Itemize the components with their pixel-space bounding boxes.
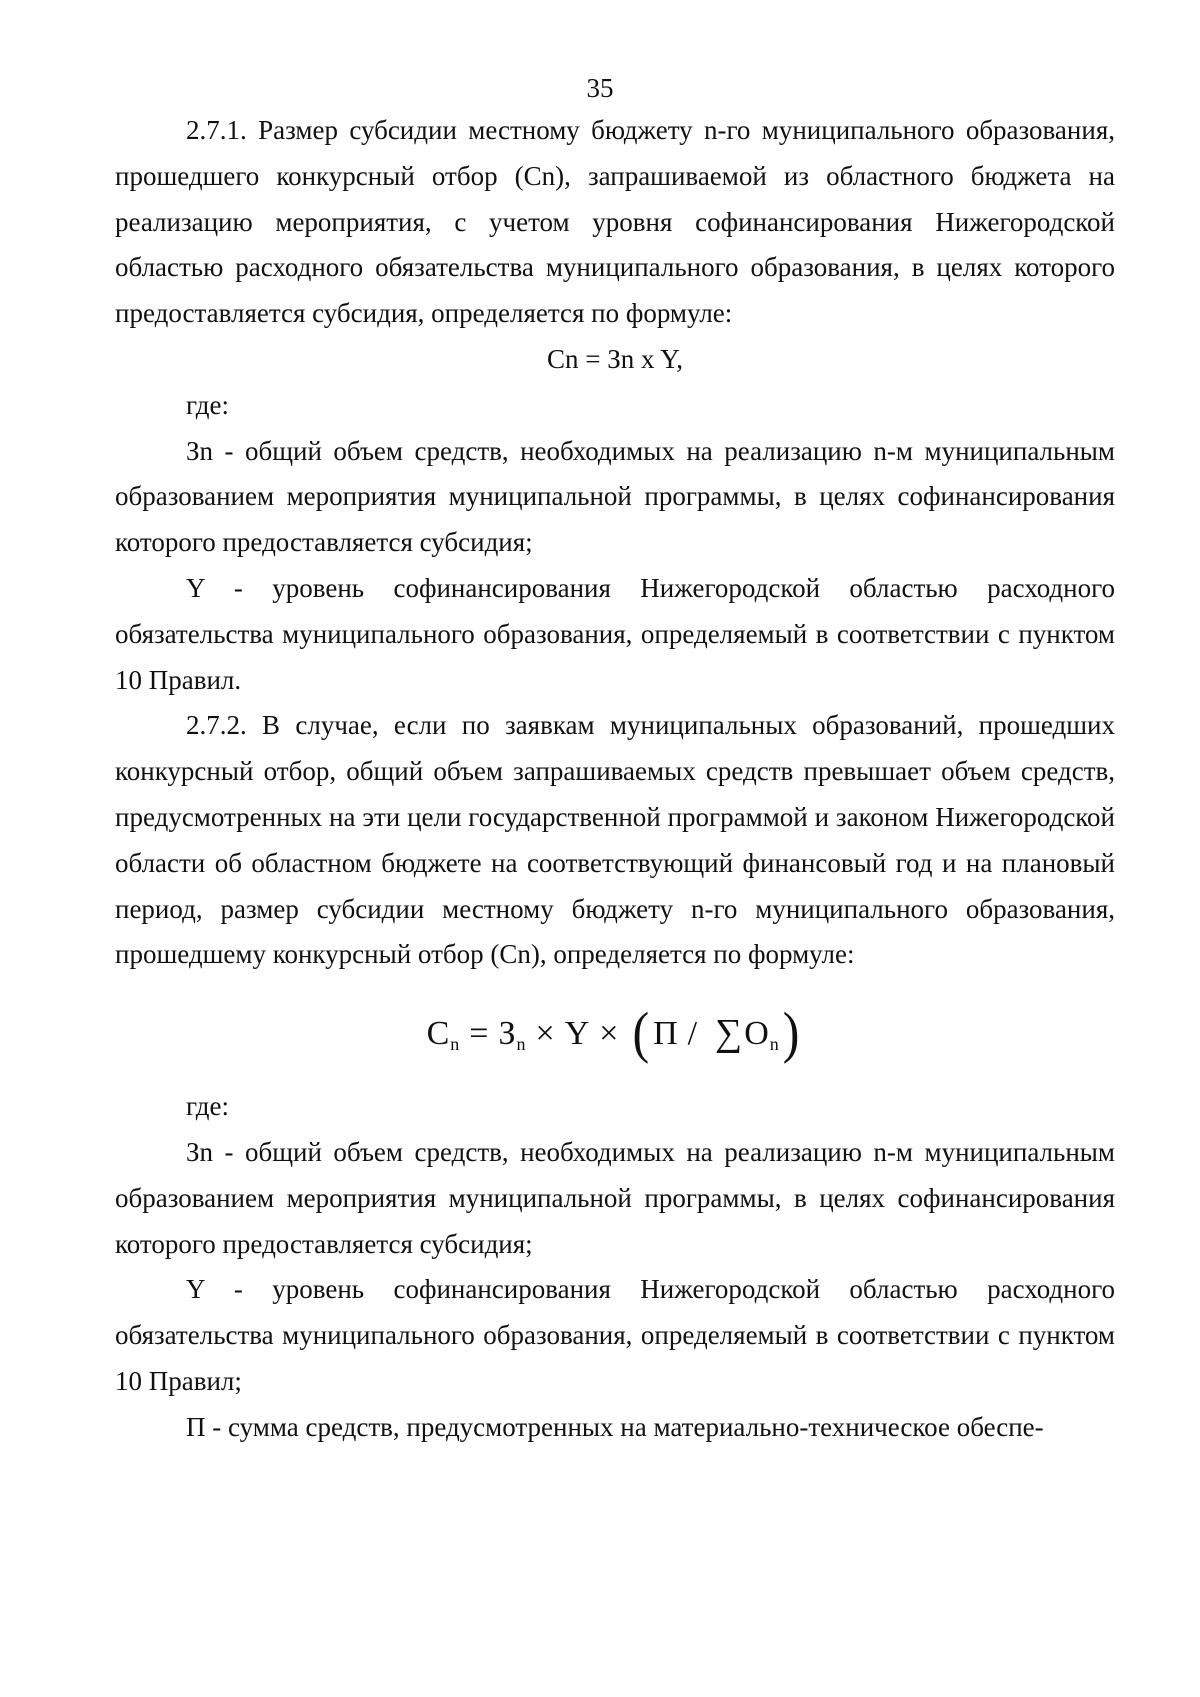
paragraph-2-7-1: 2.7.1. Размер субсидии местному бюджету n-го муниципального образования, прошедшего конкурсный отбор (Cn), запрашиваемой из областного бюджета на реализацию мероприятия, с учетом уровня софинансирования Нижегородской областью расходного обязательства муниципального образования, в целях которого предоставляется субсидия, определяется по формуле: — [115, 115, 1115, 329]
definition-y-1: Y - уровень софинансирования Нижегородской областью расходного обязательства муниципального образования, определяемый в соответствии с пунктом 10 Правил. — [115, 572, 1115, 695]
formula-z: З — [498, 1015, 516, 1053]
formula-left-paren: ( — [632, 999, 650, 1065]
formula-o: O — [744, 1015, 769, 1053]
formula-right-paren: ) — [782, 999, 800, 1065]
formula-sum-sign: ∑ — [715, 1012, 743, 1055]
formula-p: П — [653, 1015, 678, 1053]
formula-cn-simple: Cn = Зn x Y, — [546, 343, 684, 374]
paragraph-2-7-2: 2.7.2. В случае, если по заявкам муниципальных образований, прошедших конкурсный отбор, общий объем запрашиваемых средств превышает объем средств, предусмотренных на эти цели государственной программой и законом Нижегородской области об областном бюджете на соответствующий финансовый год и на плановый период, размер субсидии местному бюджету n-го муниципального образования, прошедшему конкурсный отбор (Cn), определяется по формуле: — [115, 710, 1115, 970]
definition-p: П - сумма средств, предусмотренных на материально-техническое обеспе- — [186, 1411, 1044, 1442]
formula-cn-complex — [115, 986, 1115, 1082]
formula-z-subscript: n — [516, 1033, 526, 1054]
definition-zn-2: Зn - общий объем средств, необходимых на реализацию n-м муниципальным образованием мероприятия муниципальной программы, в целях софинансирования которого предоставляется субсидия; — [115, 1136, 1115, 1259]
formula-times-2: × — [599, 1015, 619, 1053]
formula-c: C — [426, 1015, 450, 1053]
document-body — [115, 108, 1115, 1451]
definition-y-2: Y - уровень софинансирования Нижегородской областью расходного обязательства муниципального образования, определяемый в соответствии с пунктом 10 Правил; — [115, 1274, 1115, 1396]
formula-o-subscript: n — [769, 1033, 779, 1054]
where-label-1: где: — [186, 389, 229, 420]
formula-slash: / — [687, 1015, 698, 1053]
definition-zn-1: Зn - общий объем средств, необходимых на реализацию n-м муниципальным образованием мероприятия муниципальной программы, в целях софинансирования которого предоставляется субсидия; — [115, 435, 1115, 558]
page-number: 35 — [586, 73, 614, 103]
formula-y: Y — [564, 1015, 590, 1053]
formula-c-subscript: n — [450, 1033, 460, 1054]
formula-times-1: × — [535, 1015, 555, 1053]
where-label-2: где: — [186, 1091, 229, 1122]
formula-equals: = — [469, 1015, 489, 1053]
